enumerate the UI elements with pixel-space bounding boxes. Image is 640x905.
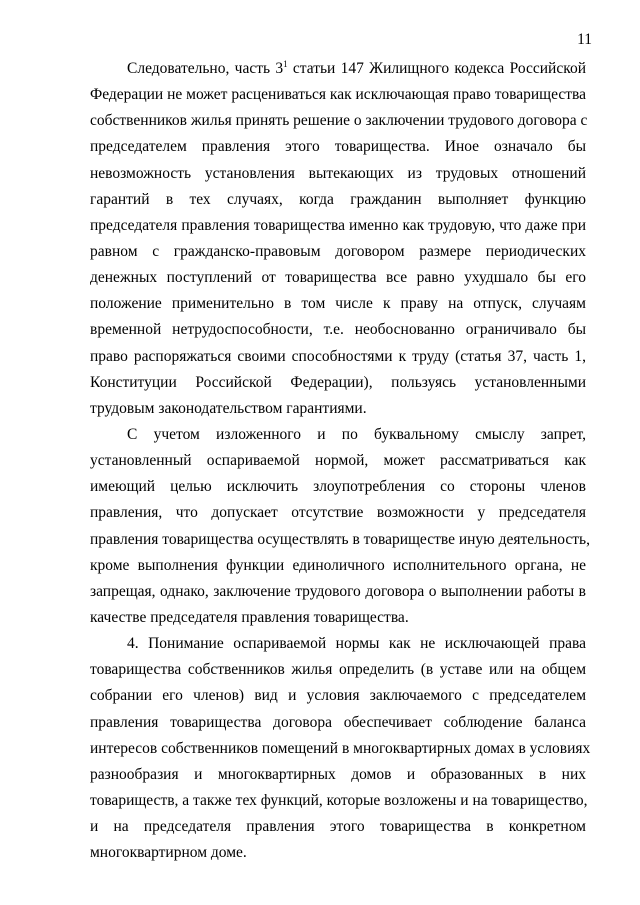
- text-fragment: статьи 147 Жилищного кодекса Российской: [287, 60, 586, 77]
- page-number: 11: [577, 31, 592, 48]
- text-line: правления товарищества осуществлять в товариществе иную деятельность,: [90, 530, 591, 548]
- text-line: правления, что допускает отсутствие возможности у председателя: [90, 504, 586, 522]
- superscript: 1: [283, 59, 288, 69]
- text-line: право распоряжаться своими способностями к труду (статья 37, часть 1,: [90, 347, 586, 365]
- text-line: качестве председателя правления товарищества.: [90, 608, 409, 626]
- document-body: [90, 56, 591, 866]
- paragraph: [90, 56, 586, 422]
- text-line: гарантий в тех случаях, когда гражданин выполняет функцию: [90, 190, 586, 208]
- text-line: [90, 56, 586, 82]
- text-line: собственников жилья принять решение о заключении трудового договора с: [90, 112, 588, 130]
- text-line: временной нетрудоспособности, т.е. необоснованно ограничивало бы: [90, 321, 586, 339]
- text-line: правления товарищества договора обеспечивает соблюдение баланса: [90, 713, 586, 731]
- text-line: многоквартирном доме.: [90, 844, 247, 862]
- text-line: С учетом изложенного и по буквальному смыслу запрет,: [127, 425, 586, 443]
- text-line: собрании его членов) вид и условия заключаемого с председателем: [90, 687, 586, 705]
- text-line: денежных поступлений от товарищества все равно ухудшало бы его: [90, 269, 586, 287]
- text-line: запрещая, однако, заключение трудового договора о выполнении работы в: [90, 582, 586, 600]
- text-line: товариществ, а также тех функций, которые возложены и на товарищество,: [90, 791, 588, 809]
- text-line: товарищества собственников жилья определить (в уставе или на общем: [90, 661, 586, 679]
- text-line: имеющий целью исключить злоупотребления со стороны членов: [90, 478, 586, 496]
- text-line: интересов собственников помещений в многоквартирных домах в условиях: [90, 739, 591, 757]
- text-line: разнообразия и многоквартирных домов и образованных в них: [90, 765, 586, 783]
- text-fragment: Следовательно, часть 3: [127, 60, 284, 77]
- text-line: равном с гражданско-правовым договором размере периодических: [90, 242, 586, 260]
- text-line: председателем правления этого товарищества. Иное означало бы: [90, 138, 586, 156]
- text-line: председателя правления товарищества именно как трудовую, что даже при: [90, 216, 586, 234]
- text-line: 4. Понимание оспариваемой нормы как не исключающей права: [127, 635, 586, 653]
- text-line: невозможность установления вытекающих из трудовых отношений: [90, 164, 586, 182]
- text-line: Федерации не может расцениваться как исключающая право товарищества: [90, 86, 586, 104]
- paragraph: [90, 422, 591, 631]
- text-line: установленный оспариваемой нормой, может рассматриваться как: [90, 452, 586, 470]
- text-line: Конституции Российской Федерации), пользуясь установленными: [90, 373, 586, 391]
- text-line: положение применительно в том числе к праву на отпуск, случаям: [90, 295, 586, 313]
- text-line: трудовым законодательством гарантиями.: [90, 399, 367, 417]
- paragraph: [90, 631, 591, 866]
- text-line: и на председателя правления этого товарищества в конкретном: [90, 818, 586, 836]
- text-line: кроме выполнения функции единоличного исполнительного органа, не: [90, 556, 586, 574]
